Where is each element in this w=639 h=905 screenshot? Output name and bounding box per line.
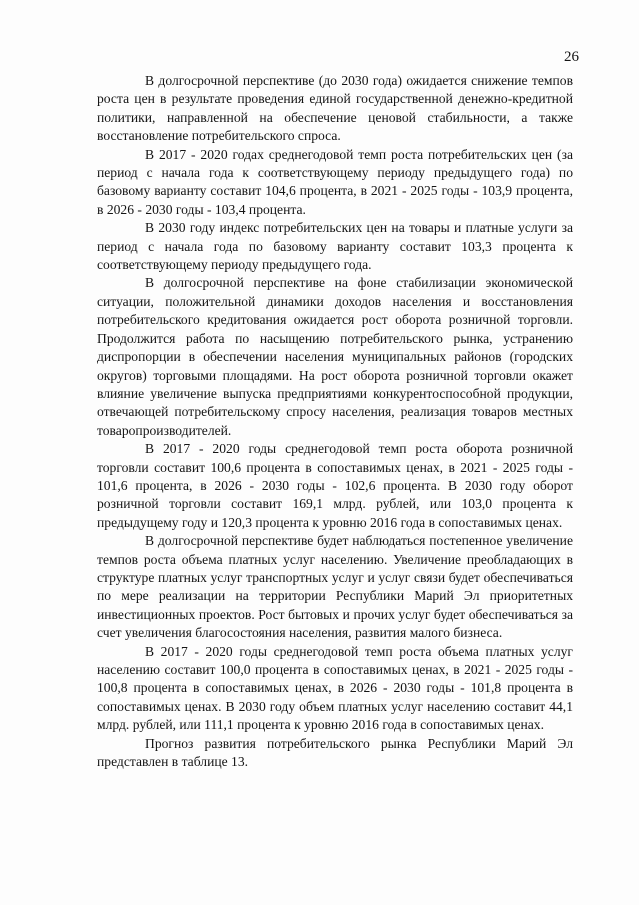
- paragraph-price-index-2030: В 2030 году индекс потребительских цен на товары и платные услуги за период с начала года по базовому варианту составит 103,3 процента к соответствующему периоду предыдущего года.: [97, 220, 573, 273]
- paragraph-retail-outlook: В долгосрочной перспективе на фоне стабилизации экономической ситуации, положительной динамики доходов населения и восстановления потребительского кредитования ожидается рост оборота розничной торговли. Продолжится работа по насыщению потребительского рынка, устранению диспропорции в обеспечении населения муниципальных районов (городских округов) торговыми площадями. На рост оборота розничной торговли окажет влияние увеличение выпуска предприятиями конкурентоспособной продукции, отвечающей потребительскому спросу населения, реализация товаров местных товаропроизводителей.: [97, 275, 573, 438]
- paragraph-consumer-price-growth: В 2017 - 2020 годах среднегодовой темп роста потребительских цен (за период с начала года к соответствующему периоду предыдущего года) по базовому варианту составит 104,6 процента, в 2021 - 2025 годы - 103,9 процента, в 2026 - 2030 годы - 103,4 процента.: [97, 146, 573, 217]
- page-number: 26: [564, 49, 579, 65]
- document-body: [97, 72, 573, 771]
- paragraph-inflation-outlook: В долгосрочной перспективе (до 2030 года) ожидается снижение темпов роста цен в результате проведения единой государственной денежно-кредитной политики, направленной на обеспечение ценовой стабильности, а также восстановление потребительского спроса.: [97, 73, 573, 144]
- paragraph-paid-services-outlook: В долгосрочной перспективе будет наблюдаться постепенное увеличение темпов роста объема платных услуг населению. Увеличение преобладающих в структуре платных услуг транспортных услуг и услуг связи будет обеспечиваться по мере реализации на территории Республики Марий Эл приоритетных инвестиционных проектов. Рост бытовых и прочих услуг будет обеспечиваться за счет увеличения благосостояния населения, развития малого бизнеса.: [97, 533, 573, 641]
- paragraph-paid-services-growth: В 2017 - 2020 годы среднегодовой темп роста объема платных услуг населению составит 100,0 процента в сопоставимых ценах, в 2021 - 2025 годы - 100,8 процента в сопоставимых ценах, в 2026 - 2030 годы - 101,8 процента в сопоставимых ценах. В 2030 году объем платных услуг населению составит 44,1 млрд. рублей, или 111,1 процента к уровню 2016 года в сопоставимых ценах.: [97, 643, 573, 733]
- paragraph-retail-growth: В 2017 - 2020 годы среднегодовой темп роста оборота розничной торговли составит 100,6 процента в сопоставимых ценах, в 2021 - 2025 годы - 101,6 процента, в 2026 - 2030 годы - 102,6 процента. В 2030 году оборот розничной торговли составит 169,1 млрд. рублей, или 103,0 процента к предыдущему году и 120,3 процента к уровню 2016 года в сопоставимых ценах.: [97, 441, 573, 530]
- paragraph-table-reference: Прогноз развития потребительского рынка Республики Марий Эл представлен в таблице 13.: [97, 735, 573, 770]
